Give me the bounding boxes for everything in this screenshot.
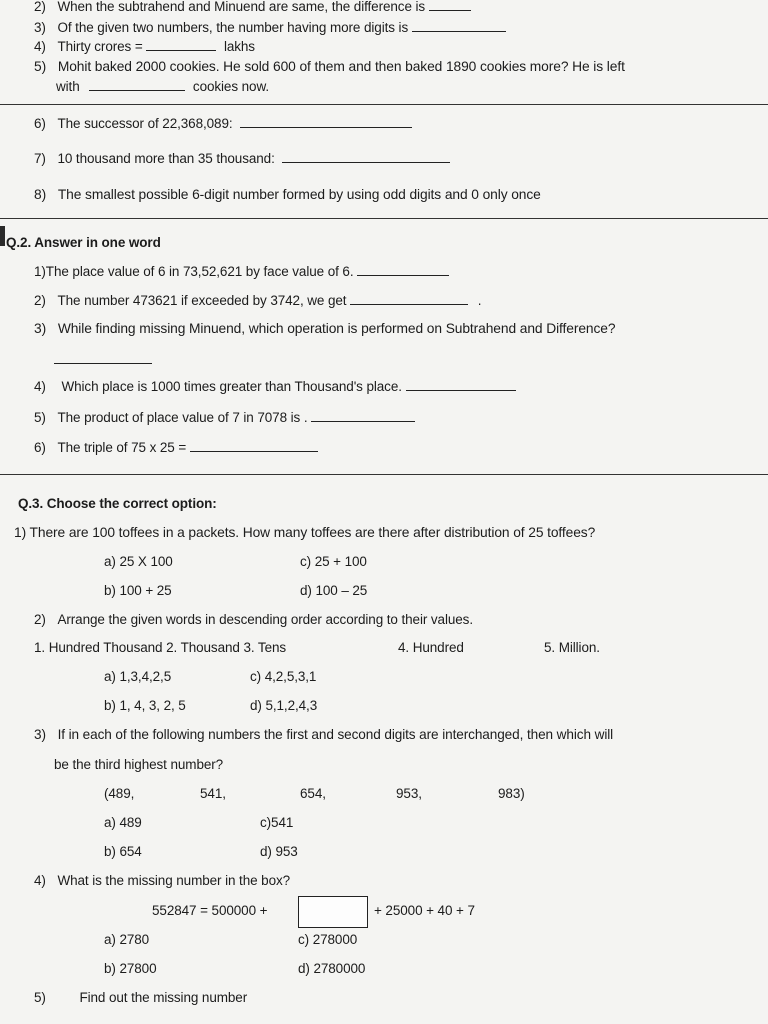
question-text: Find out the missing number [79,990,248,1005]
question-text: 1)The place value of 6 in 73,52,621 by face value of 6. [34,264,354,279]
punctuation: . [477,293,482,308]
q2-question-1 [34,264,449,280]
divider [0,218,768,219]
option-a[interactable]: a) 2780 [104,932,150,947]
question-text: While finding missing Minuend, which operation is performed on Subtrahend and Difference? [57,321,616,336]
question-text: Mohit baked 2000 cookies. He sold 600 of them and then baked 1890 cookies more? He is left [57,59,625,74]
number-item: 654, [300,786,326,801]
answer-blank[interactable] [190,440,318,452]
question-number: 2) [34,293,46,308]
order-item-hundred: 4. Hundred [398,640,464,655]
question-number: 5) [34,990,46,1005]
answer-blank[interactable] [357,264,449,276]
question-text: Of the given two numbers, the number having more digits is [57,20,409,35]
divider [0,104,768,105]
number-item: (489, [104,786,135,801]
answer-blank[interactable] [311,410,415,422]
question-number: 2) [34,612,46,627]
q2-question-4 [34,379,516,395]
question-text: Thirty crores = [57,39,143,54]
question-number: 4) [34,39,46,54]
question-text: If in each of the following numbers the first and second digits are interchanged, then which will [57,727,614,742]
number-item: 541, [200,786,226,801]
question-number: 4) [34,873,46,888]
question-text: The smallest possible 6-digit number formed by using odd digits and 0 only once [57,187,541,202]
question-number: 8) [34,187,47,202]
option-b[interactable]: b) 100 + 25 [104,583,172,598]
q3-question-4 [34,873,290,889]
question-number: 6) [34,440,46,455]
question-number: 3) [34,727,46,742]
number-item: 953, [396,786,422,801]
question-text: When the subtrahend and Minuend are same, the difference is [57,0,426,14]
question-3 [34,20,506,36]
option-a[interactable]: a) 489 [104,815,142,830]
question-text: with [56,79,80,94]
question-number: 2) [34,0,46,14]
option-d[interactable]: d) 100 – 25 [300,583,368,598]
question-text: What is the missing number in the box? [57,873,291,888]
equation-right: + 25000 + 40 + 7 [374,903,475,918]
answer-blank[interactable] [89,79,185,91]
option-d[interactable]: d) 5,1,2,4,3 [250,698,318,713]
question-text: cookies now. [192,79,270,94]
question-number: 5) [34,410,46,425]
option-d[interactable]: d) 953 [260,844,298,859]
option-a[interactable]: a) 1,3,4,2,5 [104,669,172,684]
q3-question-1: 1) There are 100 toffees in a packets. How many toffees are there after distribution of 25 toffees? [14,525,596,540]
question-number: 4) [34,379,46,394]
question-7 [34,151,450,167]
section-heading-q3: Q.3. Choose the correct option: [18,496,217,511]
equation-left: 552847 = 500000 + [152,903,268,918]
answer-blank[interactable] [429,0,471,11]
question-text: 10 thousand more than 35 thousand: [57,151,275,166]
number-item: 983) [498,786,525,801]
q2-question-5 [34,410,415,426]
answer-blank[interactable] [406,379,516,391]
question-text: The number 473621 if exceeded by 3742, we get [57,293,347,308]
answer-blank[interactable] [240,116,412,128]
order-item-million: 5. Million. [544,640,600,655]
q2-question-2 [34,293,481,309]
question-6 [34,116,412,132]
section-heading-q2: Q.2. Answer in one word [6,235,161,250]
q2-question-3-answer [54,352,152,368]
option-c[interactable]: c)541 [260,815,294,830]
option-c[interactable]: c) 4,2,5,3,1 [250,669,317,684]
question-number: 5) [34,59,47,74]
option-b[interactable]: b) 27800 [104,961,157,976]
option-c[interactable]: c) 278000 [298,932,358,947]
option-d[interactable]: d) 2780000 [298,961,366,976]
option-a[interactable]: a) 25 X 100 [104,554,173,569]
unit-text: lakhs [223,39,255,54]
question-text: The product of place value of 7 in 7078 is . [57,410,308,425]
q2-question-6 [34,440,318,456]
question-2 [34,0,471,15]
order-item-group-1: 1. Hundred Thousand 2. Thousand 3. Tens [34,640,287,655]
answer-blank[interactable] [282,151,450,163]
question-5 [34,59,625,75]
option-c[interactable]: c) 25 + 100 [300,554,367,569]
question-text: The triple of 75 x 25 = [57,440,187,455]
q3-question-3-continued: be the third highest number? [54,757,224,772]
question-number: 6) [34,116,46,131]
margin-mark [0,226,5,246]
question-number: 7) [34,151,46,166]
missing-number-box[interactable] [298,896,368,928]
answer-blank[interactable] [146,39,216,51]
q2-question-3 [34,321,615,337]
question-number: 3) [34,321,47,336]
question-5-continued [56,79,269,95]
question-text: The successor of 22,368,089: [57,116,233,131]
answer-blank[interactable] [350,293,468,305]
answer-blank[interactable] [54,352,152,364]
question-number: 3) [34,20,46,35]
option-b[interactable]: b) 1, 4, 3, 2, 5 [104,698,186,713]
question-text: Arrange the given words in descending order according to their values. [57,612,473,627]
q3-question-5 [34,990,247,1006]
question-4 [34,39,255,55]
divider [0,474,768,475]
question-text: Which place is 1000 times greater than Thousand's place. [61,379,402,394]
q3-question-2 [34,612,473,628]
answer-blank[interactable] [412,20,506,32]
question-8 [34,187,541,203]
option-b[interactable]: b) 654 [104,844,142,859]
q3-question-3 [34,727,613,743]
